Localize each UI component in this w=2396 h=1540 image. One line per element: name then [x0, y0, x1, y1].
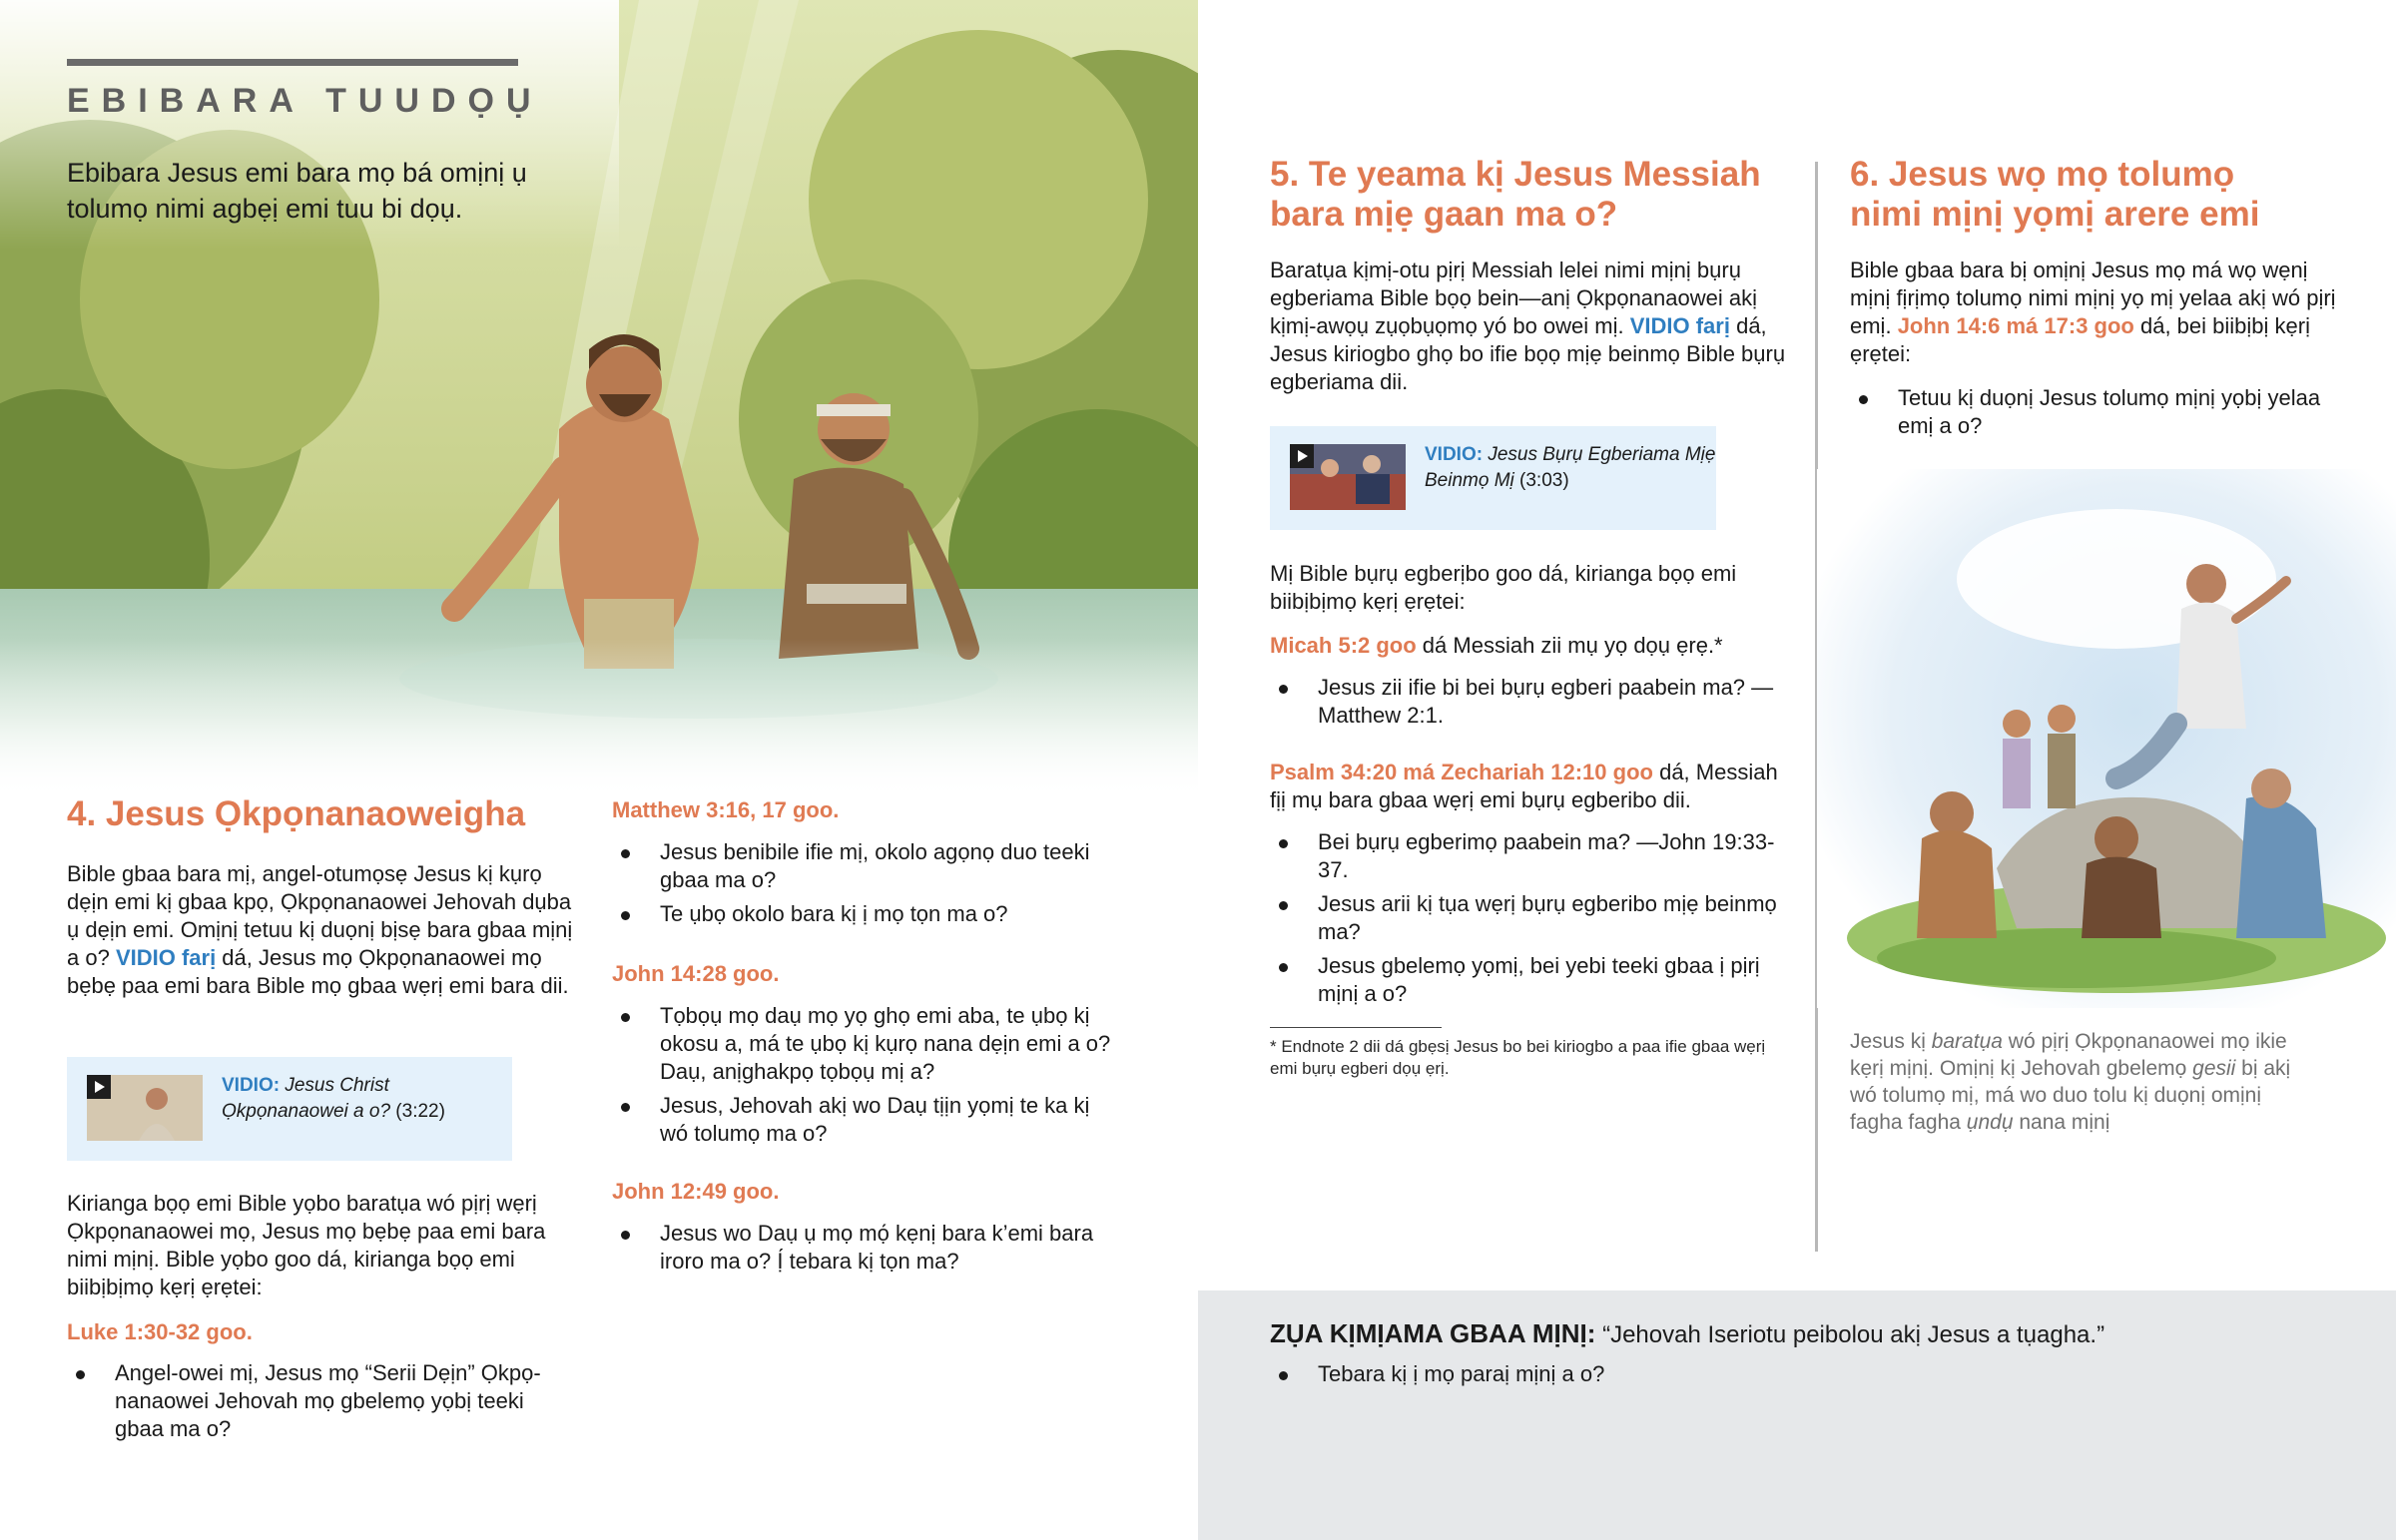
section-6-text-a: Bible gbaa bara bị omịnị Jesus mọ má wọ wẹnị mịnị fịrịmọ tolumọ nimi mịnị yọ mị yelaa akị wó pịrị emị. [1850, 257, 2336, 338]
question-item: Te ụbọ okolo bara kị ị mọ tọn ma o? [612, 900, 1111, 928]
video-title: Jesus Christ Ọkpọnanaowei a o? [222, 1075, 391, 1122]
summary-text: “Jehovah Iseriotu peibolou akị Jesus a tụagha.” [1595, 1321, 2105, 1348]
sermon-scene-image [1817, 469, 2396, 1008]
page-kicker: EBIBARA TUUDỌỤ [67, 82, 543, 120]
section-4-questions-john-12 [612, 1220, 1111, 1282]
section-4-ref-john-12[interactable]: John 12:49 goo. [612, 1179, 780, 1204]
play-icon[interactable] [1290, 444, 1314, 468]
header-rule [67, 59, 518, 66]
section-6-text-b: dá, bei biibịbị kẹrị ẹrẹtei: [1850, 313, 2310, 366]
section-4-questions-matthew [612, 838, 1111, 934]
video-duration: (3:03) [1513, 470, 1569, 491]
section-6-paragraph-1 [1850, 257, 2339, 368]
section-6-ref-john[interactable]: John 14:6 má 17:3 goo [1897, 313, 2134, 338]
section-4-video-thumbnail[interactable] [87, 1075, 203, 1141]
section-5-title-line-1: 5. Te yeama kị Jesus Messiah [1270, 155, 1761, 194]
question-item: Jesus gbelemọ yọmị, bei yebi teeki gbaa ị pịrị mịnị a o? [1270, 952, 1789, 1008]
caption-text-a: Jesus kị [1850, 1030, 1932, 1053]
question-item: Jesus wo Daụ ụ mọ mọ́ kẹnị bara k’emi bara iroro ma o? Ị́ tebara kị tọn ma? [612, 1220, 1111, 1276]
section-4-text-b: dá, Jesus mọ Ọkpọnanaowei mọ bẹbẹ paa emi bara Bible mọ gbaa wẹrị emi bara dii. [67, 945, 569, 998]
section-5-title-line-2: bara mịẹ gaan ma o? [1270, 195, 1618, 234]
video-title: Jesus Bụrụ Egberiama Mịẹ Beinmọ Mị [1425, 444, 1716, 491]
caption-text-b: wó pịrị Ọkpọnanaowei mọ ikie kẹrị mịnị. Omịnị kị Jehovah gbelemọ [1850, 1030, 2287, 1080]
caption-text-d: nana mịnị [2013, 1111, 2110, 1134]
footnote-rule [1270, 1027, 1442, 1028]
section-4-ref-john-14[interactable]: John 14:28 goo. [612, 961, 780, 986]
video-duration: (3:22) [390, 1101, 445, 1122]
question-item: Jesus, Jehovah akị wo Daụ tịịn yọmị te ka kị wó tolumọ ma o? [612, 1092, 1111, 1148]
section-5-video-card[interactable] [1270, 426, 1716, 530]
summary-questions [1270, 1360, 2268, 1394]
question-item: Bei bụrụ egberimọ paabein ma? —John 19:33-37. [1270, 828, 1789, 884]
section-4-video-card[interactable] [67, 1057, 512, 1161]
section-5-video-thumbnail[interactable] [1290, 444, 1406, 510]
page-intro: Ebibara Jesus emi bara mọ bá omịnị ụ tolumọ nimi agbẹị emi tuu bi dọụ. [67, 158, 527, 224]
section-4-video-caption[interactable] [222, 1073, 512, 1125]
caption-italic-1: baratụa [1931, 1030, 2003, 1053]
section-4-video-link[interactable]: VIDIO farị [115, 945, 217, 970]
section-5-questions-micah [1270, 674, 1789, 736]
caption-text-c: bị akị wó tolumọ mị, má wo duo tolu kị duọnị omịnị fagha fagha [1850, 1057, 2291, 1134]
section-4-questions-john-14 [612, 1002, 1111, 1154]
question-item: Tọbọụ mọ daụ mọ yọ ghọ emi aba, te ụbọ kị okosu a, má te ụbọ kị kụrọ nana dẹịn emi a o? Daụ, anịghakpọ tọbọụ mị a? [612, 1002, 1111, 1086]
summary-panel [1198, 1290, 2396, 1540]
section-5-video-link[interactable]: VIDIO farị [1629, 313, 1730, 338]
section-5-psalm-tail: dá, Messiah fịị mụ bara gbaa wẹrị emi bụrụ egberibo dii. [1270, 760, 1778, 812]
question-item: Jesus benibile ifie mị, okolo agọnọ duo teeki gbaa ma o? [612, 838, 1111, 894]
section-6-title [1850, 155, 2259, 235]
summary-label: ZỤA KỊMỊAMA GBAA MỊNỊ: [1270, 1318, 1596, 1348]
section-5-ref-micah[interactable]: Micah 5:2 goo [1270, 633, 1417, 658]
summary-heading [1270, 1318, 2104, 1349]
question-item: Jesus zii ifie bi bei bụrụ egberi paabein ma? —Matthew 2:1. [1270, 674, 1789, 730]
section-4-questions-luke [67, 1359, 576, 1449]
section-4-ref-matthew[interactable]: Matthew 3:16, 17 goo. [612, 797, 840, 822]
caption-italic-2: gesii [2192, 1057, 2236, 1080]
caption-italic-3: ụndụ [1966, 1111, 2014, 1134]
section-5-ref-psalm[interactable]: Psalm 34:20 má Zechariah 12:10 goo [1270, 760, 1653, 784]
section-5-psalm-line [1270, 759, 1789, 814]
section-4-paragraph-2: Kirianga bọọ emi Bible yọbo baratụa wó pịrị wẹrị Ọkpọnanaowei mọ, Jesus mọ bẹbẹ paa emi bara nimi mịnị. Bible yọbo goo dá, kirianga bọọ emi biibịbịmọ kẹrị ẹrẹtei: [67, 1191, 546, 1299]
section-4-paragraph-1 [67, 860, 576, 1000]
play-icon[interactable] [87, 1075, 111, 1099]
section-5-questions-psalm [1270, 828, 1789, 1014]
video-label: VIDIO: [1425, 444, 1484, 465]
question-item: Tetuu kị duọnị Jesus tolumọ mịnị yọbị yelaa emị a o? [1850, 384, 2329, 440]
question-item: Jesus arii kị tụa wẹrị bụrụ egberibo mịẹ beinmọ ma? [1270, 890, 1789, 946]
section-5-micah-line [1270, 632, 1789, 660]
section-6-questions [1850, 384, 2329, 446]
section-5-micah-tail: dá Messiah zii mụ yọ dọụ ẹrẹ.* [1416, 633, 1723, 658]
section-5-footnote: * Endnote 2 dii dá gbẹsị Jesus bo bei kiriogbo a paa ifie gbaa wẹrị emi bụrụ egberi dọụ ẹrị. [1270, 1037, 1766, 1078]
section-5-video-caption[interactable] [1425, 442, 1716, 494]
section-4-title: 4. Jesus Ọkpọnanaoweigha [67, 794, 526, 833]
section-5-paragraph-2: Mị Bible bụrụ egberịbo goo dá, kirianga bọọ emi biibịbịmọ kẹrị ẹrẹtei: [1270, 561, 1737, 614]
section-5-title [1270, 155, 1761, 235]
image-caption [1850, 1028, 2319, 1136]
section-4-ref-luke[interactable]: Luke 1:30-32 goo. [67, 1319, 253, 1344]
section-5-paragraph-1 [1270, 257, 1789, 396]
section-6-title-line-2: nimi mịnị yọmị arere emi [1850, 195, 2260, 234]
video-label: VIDIO: [222, 1075, 281, 1096]
section-5-text-a: Baratụa kịmị-otu pịrị Messiah lelei nimi mịnị bụrụ egberiama Bible bọọ bein—anị Ọkpọnanaowei akị kịmị-awọụ zụọbụọmọ yó bo owei mị. [1270, 257, 1757, 338]
question-item: Tebara kị ị mọ paraị mịnị a o? [1270, 1360, 2268, 1388]
section-5-text-b: dá, Jesus kiriogbo ghọ bo ifie bọọ mịẹ beinmọ Bible bụrụ egberiama dii. [1270, 313, 1786, 394]
question-item: Angel-owei mị, Jesus mọ “Serii Dẹịn” Ọkpọnanaowei Jehovah mọ gbelemọ yọbị teeki gbaa ma o? [67, 1359, 576, 1443]
section-4-text-a: Bible gbaa bara mị, angel-otumọsẹ Jesus kị kụrọ dẹịn emi kị gbaa kpọ, Ọkpọnanaowei Jehovah dụba ụ dẹịn emi. Omịnị tetuu kị duọnị bịsẹ bara gbaa mịnị a o? [67, 861, 573, 970]
section-6-title-line-1: 6. Jesus wọ mọ tolumọ [1850, 155, 2235, 194]
sermon-illustration [1817, 469, 2396, 1008]
